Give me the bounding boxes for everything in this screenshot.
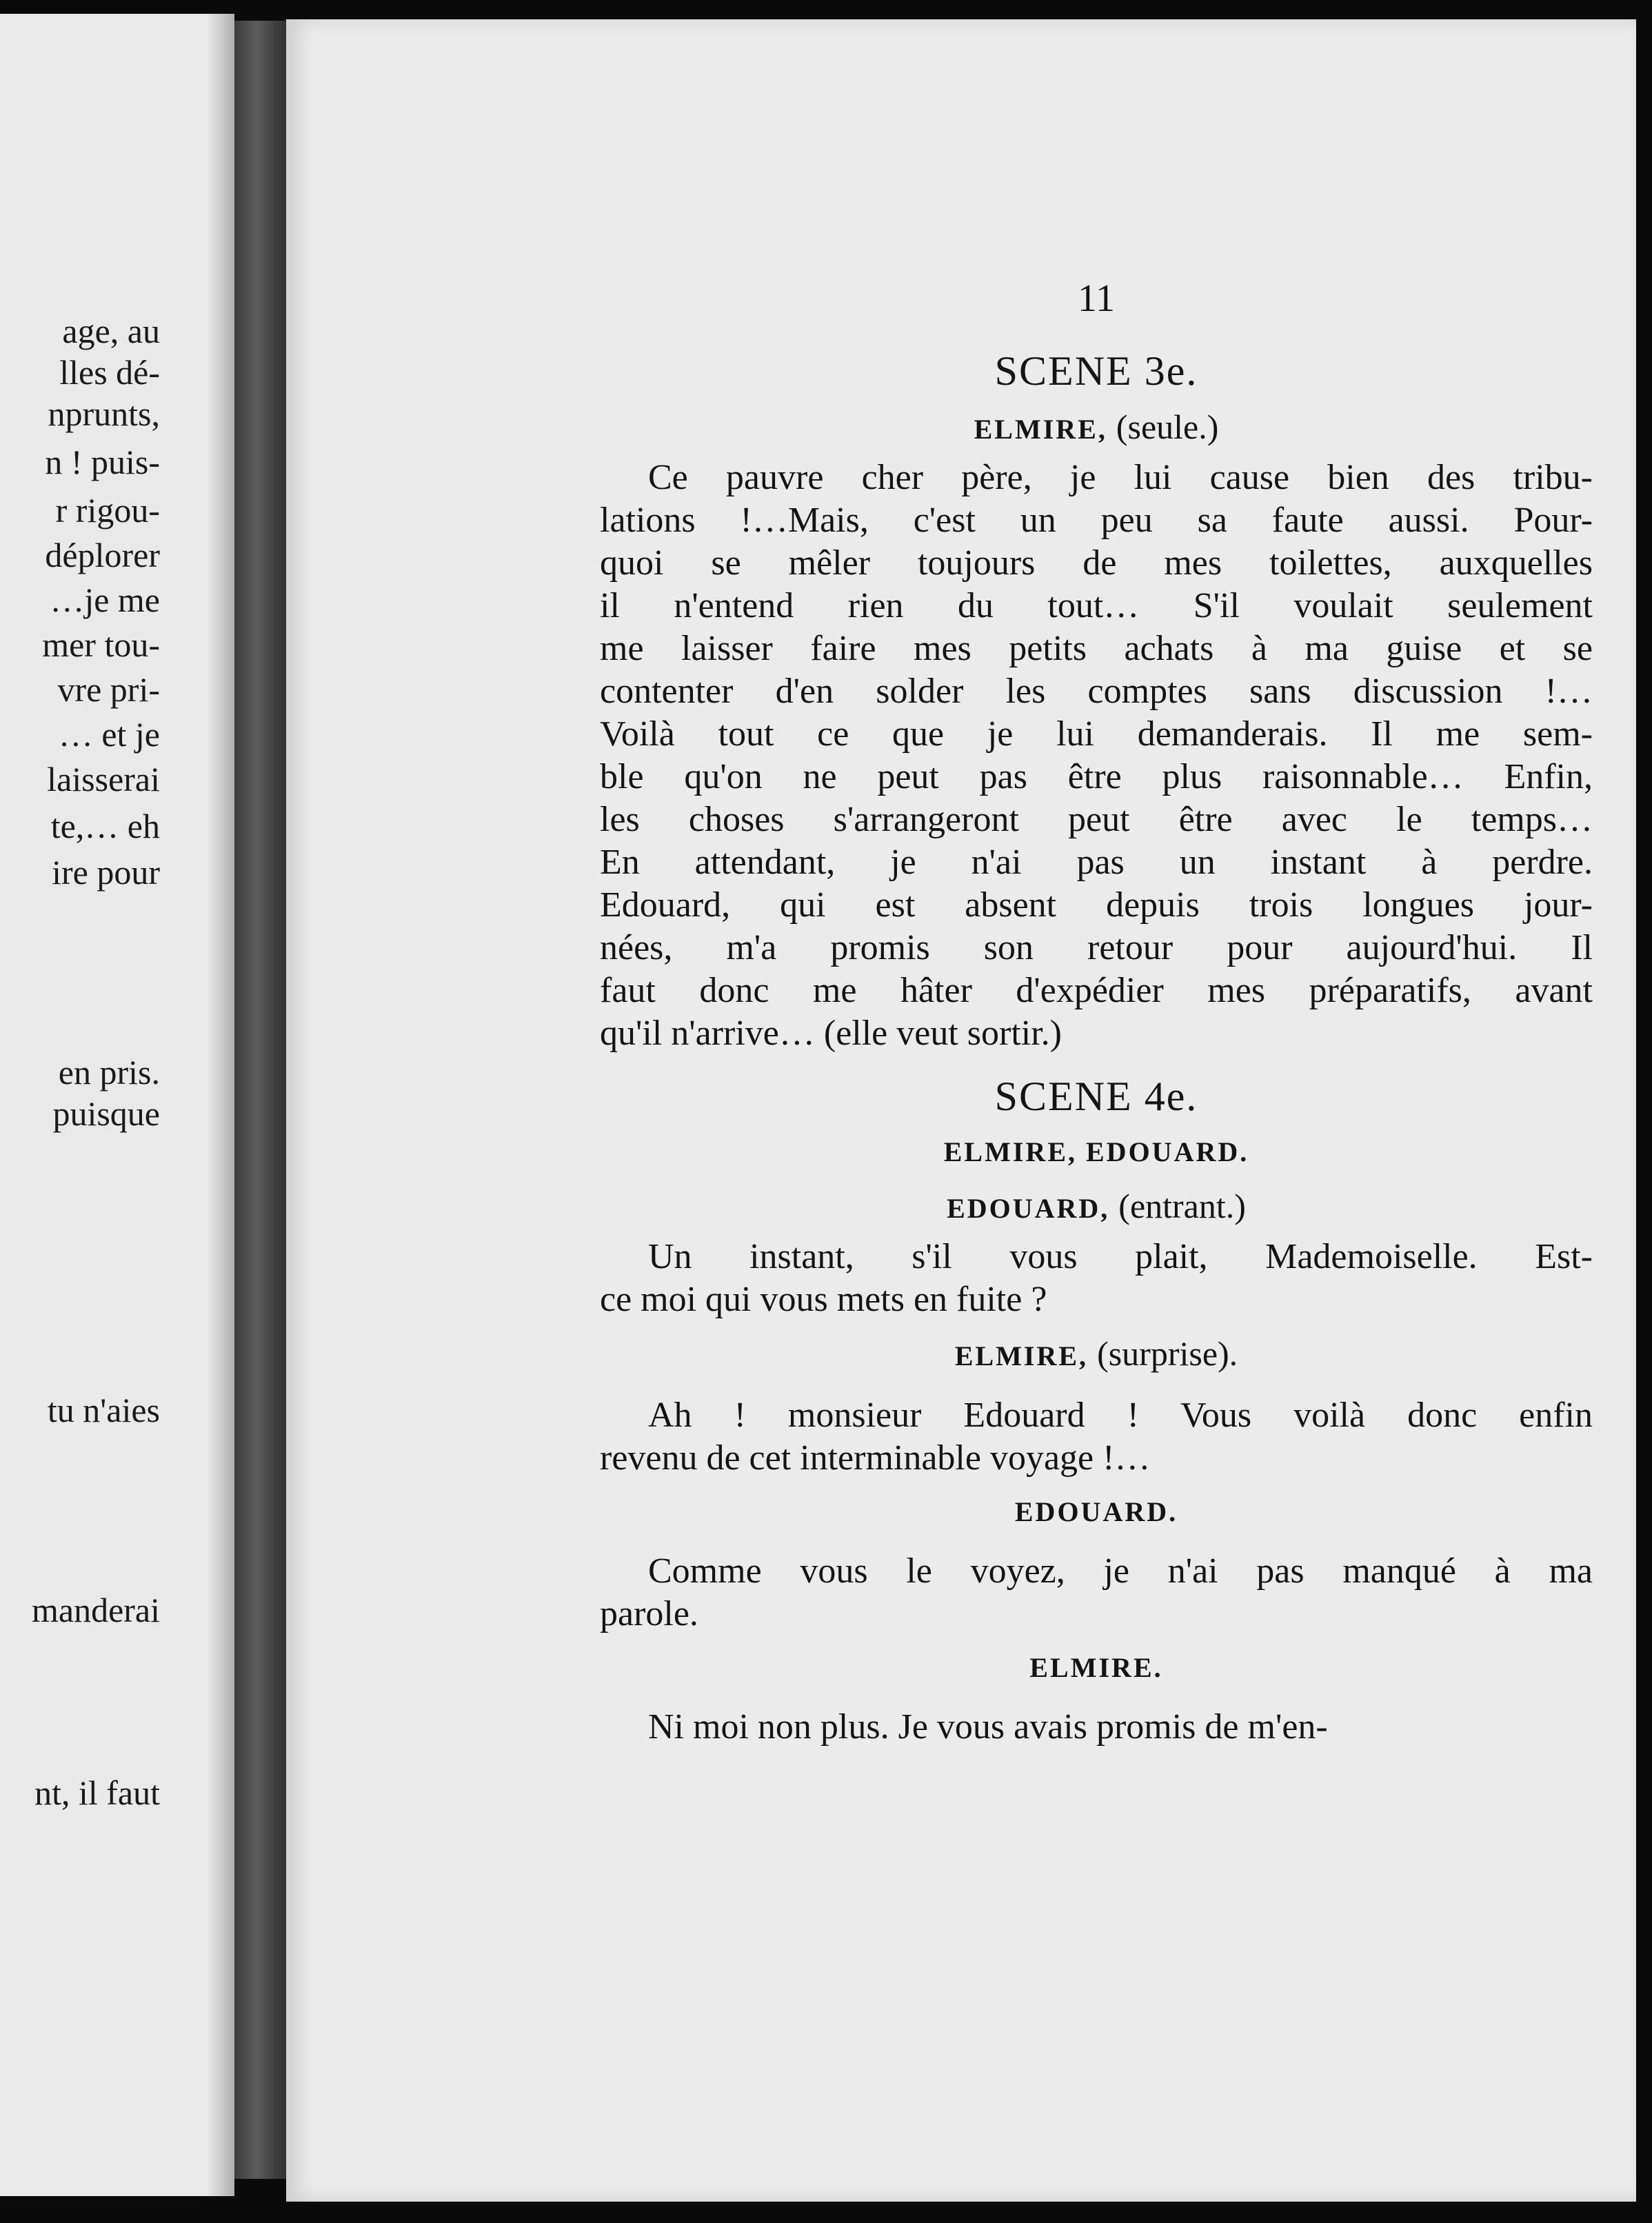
- stage-direction: (surprise).: [1097, 1334, 1238, 1373]
- left-page-line: nt, il faut: [34, 1773, 160, 1812]
- left-page-line: nprunts,: [48, 394, 160, 433]
- left-page-line: vre pri-: [57, 670, 160, 709]
- dialogue-exchanges: [600, 1185, 1593, 1749]
- text-line: qu'il n'arrive… (elle veut sortir.): [600, 1014, 1062, 1053]
- text-line: ble qu'on ne peut pas être plus raisonnable… Enfin,: [600, 757, 1593, 796]
- left-page-line: tu n'aies: [47, 1391, 160, 1429]
- left-page-line: te,… eh: [50, 807, 160, 845]
- text-line: Ni moi non plus. Je vous avais promis de m'en-: [648, 1707, 1328, 1747]
- right-page: [286, 19, 1636, 2202]
- left-page-line: manderai: [31, 1591, 160, 1629]
- speaker-label: [600, 1647, 1593, 1689]
- left-page-line: lles dé-: [59, 353, 160, 392]
- text-line: En attendant, je n'ai pas un instant à perdre.: [600, 843, 1593, 882]
- text-line: les choses s'arrangeront peut être avec le temps…: [600, 800, 1593, 839]
- page-text-block: [600, 274, 1593, 1758]
- speaker-label: [600, 405, 1593, 451]
- left-page-line: en pris.: [58, 1053, 160, 1092]
- left-page: [0, 14, 234, 2196]
- stage-direction: (entrant.): [1118, 1187, 1246, 1225]
- monologue-paragraph: [600, 456, 1593, 1055]
- left-page-line: mer tou-: [42, 625, 160, 664]
- text-line: Un instant, s'il vous plait, Mademoiselle. Est-: [648, 1237, 1593, 1276]
- left-page-line: r rigou-: [55, 491, 160, 530]
- left-page-line: n ! puis-: [45, 443, 160, 481]
- speaker-name: EDOUARD.: [1014, 1496, 1178, 1527]
- scene-4-heading: SCENE 4e.: [994, 1074, 1198, 1119]
- left-page-edge-shadow: [207, 14, 234, 2196]
- text-line: contenter d'en solder les comptes sans discussion !…: [600, 672, 1593, 711]
- text-line: me laisser faire mes petits achats à ma guise et se: [600, 629, 1593, 668]
- stage-direction: (seule.): [1116, 408, 1219, 446]
- text-line: parole.: [600, 1594, 698, 1633]
- text-line: ce moi qui vous mets en fuite ?: [600, 1280, 1047, 1319]
- scene-characters: ELMIRE, EDOUARD.: [943, 1136, 1249, 1167]
- page-number: 11: [1078, 277, 1115, 320]
- speaker-label: [600, 1491, 1593, 1533]
- text-line: Ce pauvre cher père, je lui cause bien des tribu-: [648, 458, 1593, 497]
- dialogue-paragraph: [600, 1550, 1593, 1636]
- text-line: revenu de cet interminable voyage !…: [600, 1438, 1151, 1478]
- left-page-line: puisque: [52, 1094, 160, 1133]
- text-line: quoi se mêler toujours de mes toilettes, auxquelles: [600, 543, 1593, 583]
- speaker-label: [600, 1185, 1593, 1230]
- book-gutter: [234, 21, 290, 2179]
- text-line: il n'entend rien du tout… S'il voulait seulement: [600, 586, 1593, 625]
- dialogue-paragraph: [600, 1236, 1593, 1321]
- left-page-line: … et je: [58, 715, 160, 754]
- left-page-line: ire pour: [52, 853, 160, 892]
- dialogue-paragraph: [600, 1394, 1593, 1480]
- speaker-label: [600, 1332, 1593, 1378]
- speaker-name: ELMIRE,: [974, 414, 1107, 445]
- scene-3-heading: SCENE 3e.: [994, 348, 1198, 394]
- left-page-line: age, au: [62, 312, 160, 350]
- text-line: lations !…Mais, c'est un peu sa faute aussi. Pour-: [600, 501, 1593, 540]
- dialogue-paragraph: [600, 1706, 1593, 1749]
- text-line: Edouard, qui est absent depuis trois longues jour-: [600, 885, 1593, 925]
- left-page-line: déplorer: [45, 536, 160, 574]
- text-line: nées, m'a promis son retour pour aujourd'hui. Il: [600, 928, 1593, 967]
- text-line: Comme vous le voyez, je n'ai pas manqué à ma: [648, 1551, 1593, 1591]
- left-page-line: …je me: [50, 581, 160, 619]
- speaker-name: ELMIRE.: [1029, 1652, 1163, 1683]
- text-line: faut donc me hâter d'expédier mes préparatifs, avant: [600, 971, 1593, 1010]
- text-line: Voilà tout ce que je lui demanderais. Il me sem-: [600, 714, 1593, 754]
- left-page-line: laisserai: [47, 760, 160, 798]
- speaker-name: ELMIRE,: [954, 1340, 1089, 1371]
- speaker-name: EDOUARD,: [947, 1193, 1110, 1224]
- text-line: Ah ! monsieur Edouard ! Vous voilà donc enfin: [648, 1396, 1593, 1435]
